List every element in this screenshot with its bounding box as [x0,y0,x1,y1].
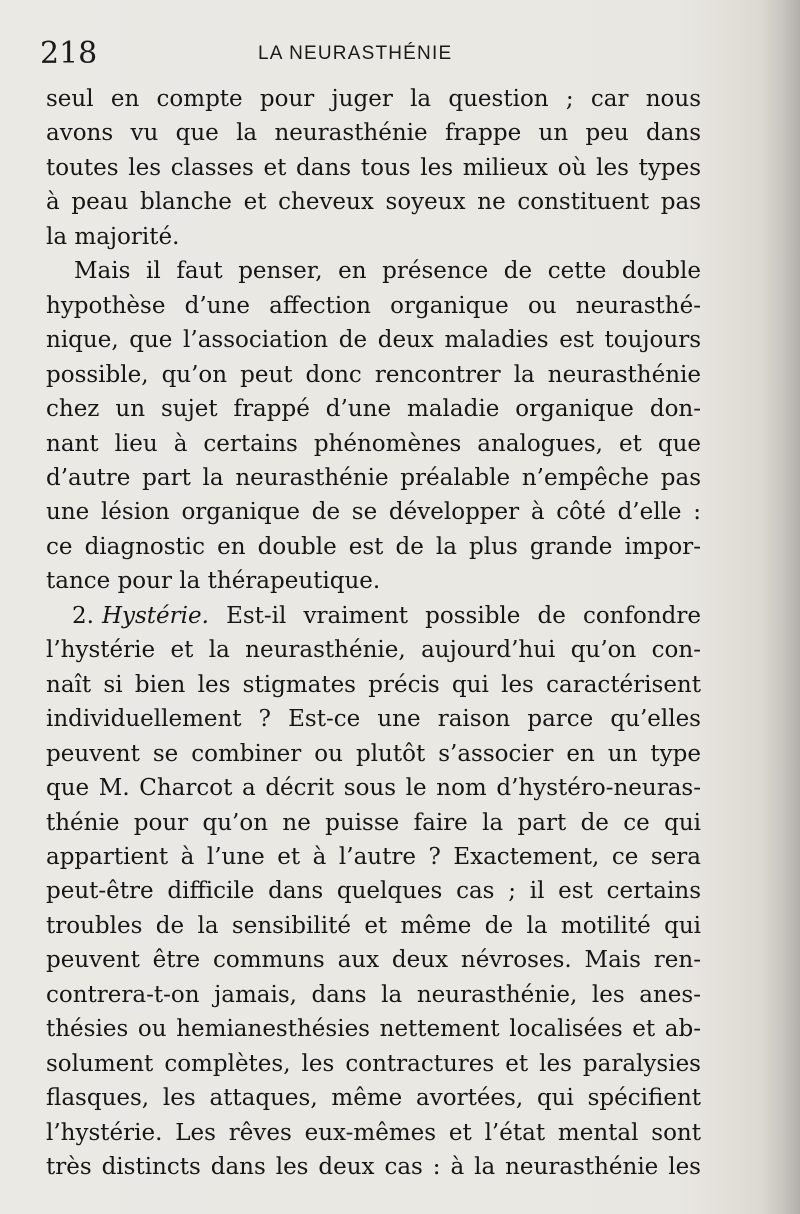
text-line: très distincts dans les deux cas : à la neurasthénie les [46,1154,701,1181]
text-line: ce diagnostic en double est de la plus grande impor- [46,533,701,560]
text-line: une lésion organique de se développer à côté d’elle : [46,499,701,526]
text-line: toutes les classes et dans tous les milieux où les types [46,154,701,181]
text-line: Mais il faut penser, en présence de cette double [74,258,701,285]
section-number: 2. [72,602,94,629]
text-line: tance pour la thérapeutique. [46,568,381,595]
text-line: avons vu que la neurasthénie frappe un peu dans [46,120,701,147]
text-line: contrera-t-on jamais, dans la neurasthénie, les anes- [46,981,701,1008]
section-heading-rest: Est-il vraiment possible de confondre [226,602,701,629]
text-line: peuvent être communs aux deux névroses. Mais ren- [46,947,701,974]
text-line: l’hystérie et la neurasthénie, aujourd’hui qu’on con- [46,637,701,664]
body-text [46,82,701,1185]
section-heading-line [46,599,701,633]
text-line: que M. Charcot a décrit sous le nom d’hystéro-neuras- [46,775,701,802]
text-line: individuellement ? Est-ce une raison parce qu’elles [46,706,701,733]
text-line: naît si bien les stigmates précis qui les caractérisent [46,671,701,698]
text-line: nant lieu à certains phénomènes analogues, et que [46,430,701,457]
text-line: nique, que l’association de deux maladies est toujours [46,327,701,354]
text-line: appartient à l’une et à l’autre ? Exactement, ce sera [46,843,701,870]
text-line: peut-être difficile dans quelques cas ; il est certains [46,878,701,905]
section-title: Hystérie. [101,602,209,629]
text-line: l’hystérie. Les rêves eux-mêmes et l’état mental sont [46,1119,701,1146]
text-line: flasques, les attaques, même avortées, qui spécifient [46,1085,701,1112]
text-line: possible, qu’on peut donc rencontrer la neurasthénie [46,361,701,388]
text-line: troubles de la sensibilité et même de la motilité qui [46,912,701,939]
text-line: la majorité. [46,223,180,250]
text-line: d’autre part la neurasthénie préalable n’empêche pas [46,464,701,491]
running-head: LA NEURASTHÉNIE [258,43,453,64]
page-header [40,34,700,74]
text-line: thénie pour qu’on ne puisse faire la part de ce qui [46,809,701,836]
text-line: peuvent se combiner ou plutôt s’associer en un type [46,740,701,767]
page-edge-shadow [762,0,800,1214]
text-line: hypothèse d’une affection organique ou neurasthé- [46,292,701,319]
text-line: thésies ou hemianesthésies nettement localisées et ab- [46,1016,701,1043]
text-line: à peau blanche et cheveux soyeux ne constituent pas [46,189,701,216]
text-line: solument complètes, les contractures et les paralysies [46,1050,701,1077]
text-line: seul en compte pour juger la question ; car nous [46,86,701,112]
text-line: chez un sujet frappé d’une maladie organique don- [46,396,701,423]
page-number: 218 [40,36,98,71]
